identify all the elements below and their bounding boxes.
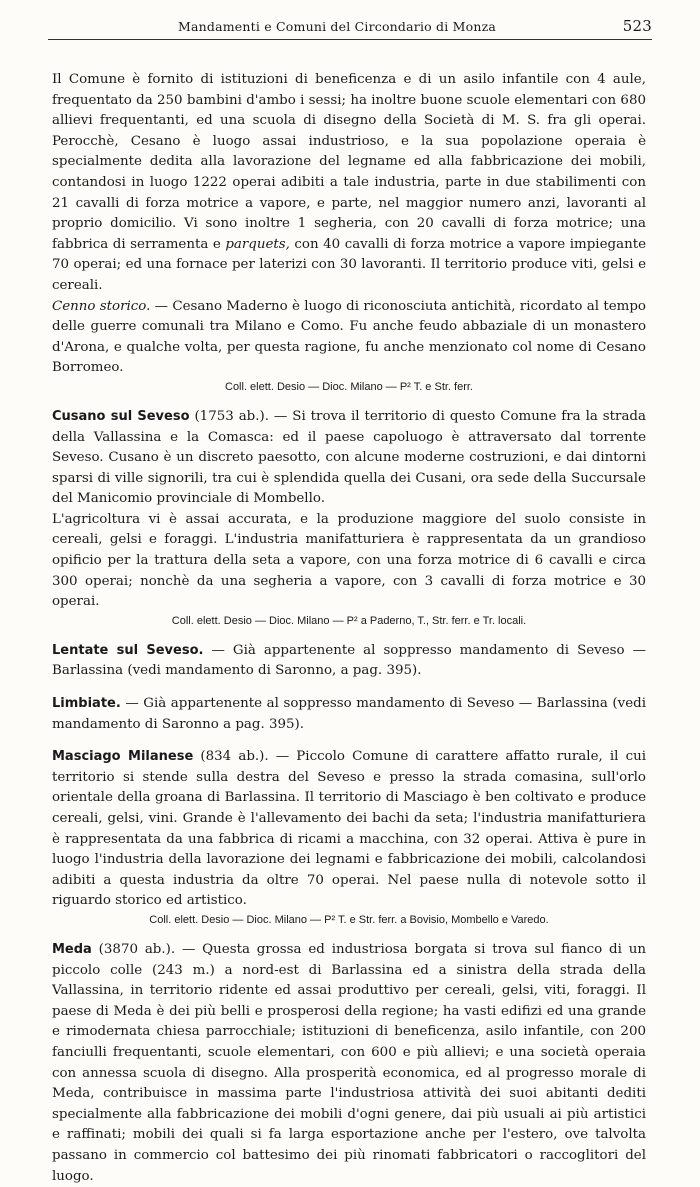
entry-name: Lentate sul Seveso. xyxy=(52,642,204,658)
entry-cusano xyxy=(52,407,646,629)
running-title: Mandamenti e Comuni del Circondario di Monza xyxy=(178,19,497,34)
entry-limbiate xyxy=(52,694,646,735)
entry-name: Cusano sul Seveso xyxy=(52,408,190,424)
entry-name: Meda xyxy=(52,941,92,957)
cenno-storico-label: Cenno storico. xyxy=(52,298,151,314)
intro-paragraph: Il Comune è fornito di istituzioni di beneficenza e di un asilo infantile con 4 aule, frequentato da 250 bambini d'ambo i sessi; ha inoltre buone scuole elementari con 680 allievi frequentanti, ed una scuola di disegno della Società di M. S. fra gli operai. Perocchè, Cesano è luogo assai industrioso, e la sua popolazione operaia è specialmente dedita alla lavorazione del legname ed alla fabbricazione dei mobili, contandosi in luogo 1222 operai adibiti a tale industria, parte in due stabilimenti con 21 cavalli di forza motrice a vapore, e parte, nel maggior numero anzi, lavoranti al proprio domicilio. Vi sono inoltre 1 segheria, con 20 cavalli di forza motrice; una fabbrica di serramenta e parquets, con 40 cavalli di forza motrice a vapore impiegante 70 operai; ed una fornace per laterizi con 30 lavoranti. Il territorio produce viti, gelsi e cereali. xyxy=(52,72,646,293)
entry-paragraph: Meda (3870 ab.). — Questa grossa ed industriosa borgata si trova sul fianco di un piccolo colle (243 m.) a nord-est di Barlassina ed a sinistra della strada della Vallassina, in territorio ridente ed assai produttivo per cereali, gelsi, viti, foraggi. Il paese di Meda è dei più belli e prosperosi della regione; ha vasti edifizi ed una grande e rimodernata chiesa parrocchiale; istituzioni di beneficenza, asilo infantile, con 200 fanciulli frequentanti, scuole elementari, con 600 e più allievi; e una società operaia con annessa scuola di disegno. Alla prosperità economica, ed al progresso morale di Meda, contribuisce in massima parte l'industriosa attività dei suoi abitanti dediti specialmente alla fabbricazione dei mobili d'ogni genere, dai più usuali ai più artistici e raffinati; mobili dei quali si fa larga esportazione anche per l'estero, ove talvolta passano in commercio col battesimo dei più rinomati fabbricatori o raccoglitori del luogo. xyxy=(52,941,646,1184)
running-header xyxy=(48,17,652,40)
entry-paragraph: Lentate sul Seveso. — Già appartenente al soppresso mandamento di Seveso — Barlassina (vedi mandamento di Saronno, a pag. 395). xyxy=(52,642,647,679)
entry-masciago xyxy=(52,747,646,928)
entry-reference: Coll. elett. Desio — Dioc. Milano — P² T. e Str. ferr. a Bovisio, Mombello e Varedo. xyxy=(149,913,549,926)
entry-meda xyxy=(52,940,646,1187)
entry-paragraph: Masciago Milanese (834 ab.). — Piccolo Comune di carattere affatto rurale, il cui territorio si stende sulla destra del Seveso e presso la strada comasina, sull'orlo orientale della groana di Barlassina. Il territorio di Masciago è ben coltivato e produce cereali, gelsi, vini. Grande è l'allevamento dei bachi da seta; l'industria manifatturiera è rappresentata da una fabbrica di ricami a macchina, con 32 operai. Attiva è pure in luogo l'industria della lavorazione dei legnami e fabbricazione dei mobili, calcolandosi adibiti a questa industria da oltre 70 operai. Nel paese nulla di notevole sotto il riguardo storico ed artistico. xyxy=(52,749,646,909)
entry-reference: Coll. elett. Desio — Dioc. Milano — P² a Paderno, T., Str. ferr. e Tr. locali. xyxy=(171,614,527,627)
page-number: 523 xyxy=(622,17,652,35)
entry-paragraph: Cusano sul Seveso (1753 ab.). — Si trova il territorio di questo Comune fra la strada della Vallassina e la Comasca: ed il paese capoluogo è attraversato dal torrente Seveso. Cusano è un discreto paesotto, con alcune moderne costruzioni, e dai dintorni sparsi di ville signorili, tra cui è splendida quella dei Cusani, ora sede della Succursale del Manicomio provinciale di Mombello. xyxy=(52,408,646,507)
intro-reference: Coll. elett. Desio — Dioc. Milano — P² T. e Str. ferr. xyxy=(225,380,473,393)
entry-name: Limbiate. xyxy=(52,696,121,712)
entry-paragraph: Limbiate. — Già appartenente al soppresso mandamento di Seveso — Barlassina (vedi mandamento di Saronno a pag. 395). xyxy=(52,696,646,732)
entry-paragraph-2: L'agricoltura vi è assai accurata, e la produzione maggiore del suolo consiste in cereali, gelsi e foraggi. L'industria manifatturiera è rappresentata da un grandioso opificio per la trattura della seta a vapore, con una forza motrice di 6 cavalli e circa 300 operai; nonchè da una segheria a vapore, con 3 cavalli di forza motrice e 30 operai. xyxy=(52,511,646,610)
entry-lentate xyxy=(52,641,646,682)
cenno-storico-paragraph: Cenno storico. — Cesano Maderno è luogo di riconosciuta antichità, ricordato al tempo delle guerre comunali tra Milano e Como. Fu anche feudo abbaziale di un monastero d'Arona, e qualche volta, per questa ragione, fu anche menzionato col nome di Cesano Borromeo. xyxy=(52,298,646,376)
page-body xyxy=(52,70,646,1187)
entry-name: Masciago Milanese xyxy=(52,749,194,765)
